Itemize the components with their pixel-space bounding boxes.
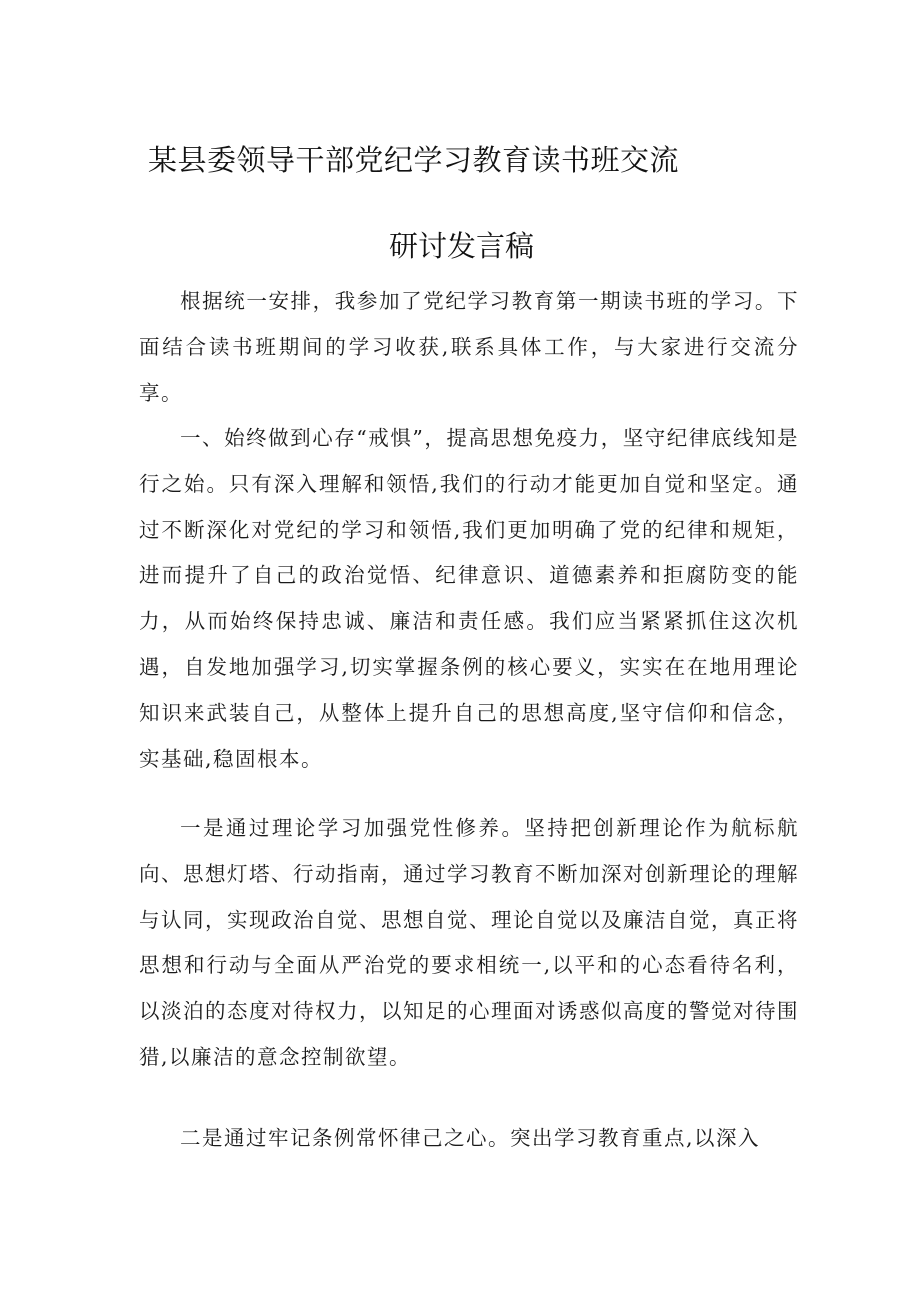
document-title-line-1: 某县委领导干部党纪学习教育读书班交流 — [148, 143, 680, 177]
paragraph-point-two: 二是通过牢记条例常怀律己之心。突出学习教育重点,以深入 — [180, 1126, 761, 1150]
paragraph-intro: 根据统一安排，我参加了党纪学习教育第一期读书班的学习。下面结合读书班期间的学习收获,联系具体工作，与大家进行交流分享。 — [139, 289, 799, 405]
paragraph-point-one: 一是通过理论学习加强党性修养。坚持把创新理论作为航标航向、思想灯塔、行动指南，通过学习教育不断加深对创新理论的理解与认同，实现政治自觉、思想自觉、理论自觉以及廉洁自觉，真正将思想和行动与全面从严治党的要求相统一,以平和的心态看待名利，以淡泊的态度对待权力，以知足的心理面对诱惑似高度的警觉对待围猎,以廉洁的意念控制欲望。 — [139, 816, 799, 1069]
paragraph-section-one: 一、始终做到心存“戒惧”，提高思想免疫力，坚守纪律底线知是行之始。只有深入理解和领悟,我们的行动才能更加自觉和坚定。通过不断深化对党纪的学习和领悟,我们更加明确了党的纪律和规矩，进而提升了自己的政治觉悟、纪律意识、道德素养和拒腐防变的能力，从而始终保持忠诚、廉洁和责任感。我们应当紧紧抓住这次机遇，自发地加强学习,切实掌握条例的核心要义，实实在在地用理论知识来武装自己，从整体上提升自己的思想高度,坚守信仰和信念，实基础,稳固根本。 — [139, 426, 799, 771]
document-title-line-2: 研讨发言稿 — [389, 229, 535, 263]
